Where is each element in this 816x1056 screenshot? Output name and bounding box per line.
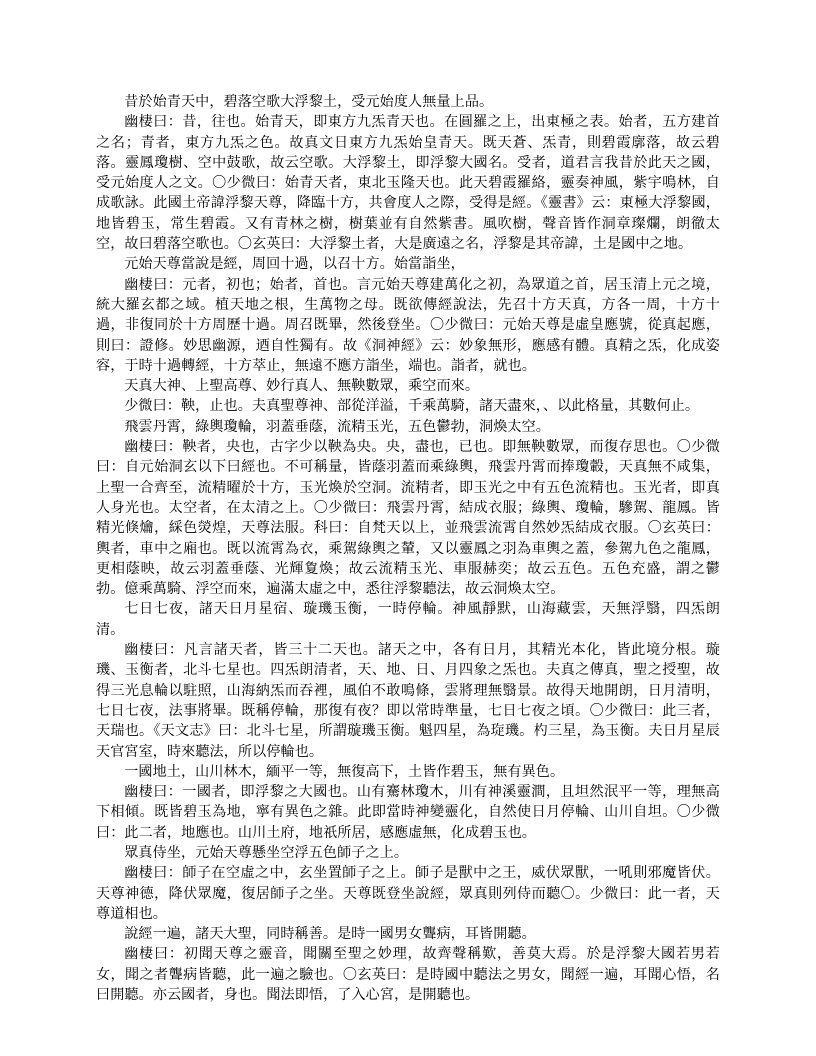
scripture-paragraph: 昔於始青天中，碧落空歌大浮黎土，受元始度人無量上品。 — [124, 94, 494, 110]
scripture-paragraph: 眾真侍坐，元始天尊懸坐空浮五色師子之上。 — [124, 844, 409, 861]
commentary-paragraph: 幽棲曰：師子在空虛之中，玄坐置師子之上。師子是獸中之王，威伏眾獸，一吼則邪魔皆伏。天尊神德，降伏眾魔，復居師子之坐。天尊既登坐說經，眾真則列侍而聽〇。少微曰：此一者，天尊道相也。 — [96, 865, 720, 922]
commentary-paragraph: 少微曰：鞅，止也。夫真聖尊神、部從洋溢，千乘萬騎，諸天盡來，、以此格量，其數何止。 — [124, 398, 700, 415]
commentary-paragraph: 幽棲曰：一國者，即浮黎之大國也。山有騫林瓊木，川有神溪靈澗，且坦然泯平一等，理無高下相傾。既皆碧玉為地，寧有異色之雜。此即當時神變靈化，自然使日月停輪、山川自坦。〇少微曰：此二者，地應也。山川土府，地祇所居，感應虛無，化成碧玉也。 — [96, 784, 720, 841]
commentary-paragraph: 幽棲曰：鞅者，央也，古字少以鞅為央。央，盡也，已也。即無鞅數眾，而復存思也。〇少微曰：自元始洞玄以下曰經也。不可稱量，皆蔭羽蓋而乘綠輿，飛雲丹霄而捧瓊轂，天真無不咸集，上聖一合齊至，流精曜於十方，玉光煥於空洞。流精者，即玉光之中有五色流精也。玉光者，即真人身光也。太空者，在太清之上。〇少微曰：飛雲丹霄，結成衣服；綠輿、瓊輪，驂駕、龍鳳。皆精光倏爚，綵色熒煌，天尊法服。科曰：自梵天以上，並飛雲流霄自然妙炁結成衣服。〇玄英曰：輿者，車中之廂也。既以流霄為衣，乘駕綠輿之輦，又以靈鳳之羽為車輿之蓋，參駕九色之龍鳳，更相蔭映，故云羽蓋垂蔭、光輝夐煥；故云流精玉光、車服赫奕；故云五色。五色充盛，謂之鬱勃。億乘萬騎、浮空而來，遍滿太虛之中，悉往浮黎聽法，故云洞煥太空。 — [96, 439, 720, 598]
scripture-paragraph: 七日七夜，諸天日月星宿、璇璣玉衡，一時停輪。神風靜默，山海藏雲，天無浮翳，四炁朗清。 — [96, 601, 720, 638]
scripture-paragraph: 一國地土，山川林木，緬平一等，無復高下，土皆作碧玉，無有異色。 — [124, 763, 565, 780]
scripture-paragraph: 說經一遍，諸天大聖，同時稱善。是時一國男女聾病，耳皆開聽。 — [124, 926, 536, 943]
commentary-paragraph: 幽棲曰：昔，往也。始青天，即東方九炁青天也。在圓羅之上，出東極之表。始者，五方建首之名；青者，東方九炁之色。故真文日東方九炁始皇青天。既天蒼、炁青，則碧霞廓落，故云碧落。靈鳳瓊樹、空中鼓歌，故云空歌。大浮黎土，即浮黎大國名。受者，道君言我昔於此天之國，受元始度人之文。〇少微曰：始青天者，東北玉隆天也。此天碧霞羅絡，靈奏神風，紫宇鳴林，自成歌詠。此國土帝諱浮黎天尊，降臨十方，共會度人之際，受得是經。《靈書》云：東極大浮黎國，地皆碧玉，常生碧霞。又有青林之樹，樹葉並有自然紫書。風吹樹，聲音皆作洞章璨爛，朗徹太空，故曰碧落空歌也。〇玄英曰：大浮黎土者，大是廣遠之名，浮黎是其帝諱，土是國中之地。 — [96, 114, 720, 253]
commentary-paragraph: 幽棲曰：凡言諸天者，皆三十二天也。諸天之中，各有日月，其精光本化，皆此境分根。璇璣、玉衡者，北斗七星也。四炁朗清者，天、地、日、月四象之炁也。夫真之傳真，聖之授聖，故得三光息輪以駐照，山海納炁而吞裡，風伯不敢鳴條，雲將理無翳景。故得天地開朗，日月清明，七日七夜，法事將畢。既稱停輪，那復有夜？即以常時準量，七日七夜之頃。〇少微曰：此三者，天瑞也。《天文志》曰：北斗七星，所謂璇璣玉衡。魁四星，為琁璣。杓三星，為玉衡。夫日月星辰天官宮室，時來聽法，所以停輪也。 — [96, 642, 720, 760]
scripture-paragraph: 飛雲丹霄，綠輿瓊輪，羽蓋垂蔭，流精玉光，五色鬱勃，洞煥太空。 — [124, 418, 550, 435]
scripture-paragraph: 元始天尊當說是經，周回十過，以召十方。始當詣坐， — [124, 256, 465, 273]
commentary-paragraph: 幽棲曰：初聞天尊之靈音，聞關至聖之妙理，故齊聲稱歎，善莫大焉。於是浮黎大國若男若女，聞之者聾病皆聽，此一遍之驗也。〇玄英曰：是時國中聽法之男女，聞經一遍，耳聞心悟，名曰開聽。亦云國者，身也。聞法即悟，了入心宮，是開聽也。 — [96, 946, 720, 1004]
scripture-paragraph: 天真大神、上聖高尊、妙行真人、無鞅數眾，乘空而來。 — [124, 378, 480, 395]
commentary-paragraph: 幽棲曰：元者，初也；始者，首也。言元始天尊建萬化之初，為眾道之首，居玉清上元之境，統大羅玄都之域。植天地之根，生萬物之母。既欲傳經說法，先召十方天真，方各一周，十方十過，非復同於十方周歷十過。周召既畢，然後登坐。〇少微曰：元始天尊是虛皇應號，從真起應，則曰：證修。妙思幽源，迺自性獨有。故《洞神經》云：妙象無形，應感有體。真精之炁，化成姿容，于時十過轉經，十方萃止，無遠不應方詣坐，端也。詣者，就也。 — [96, 276, 720, 374]
